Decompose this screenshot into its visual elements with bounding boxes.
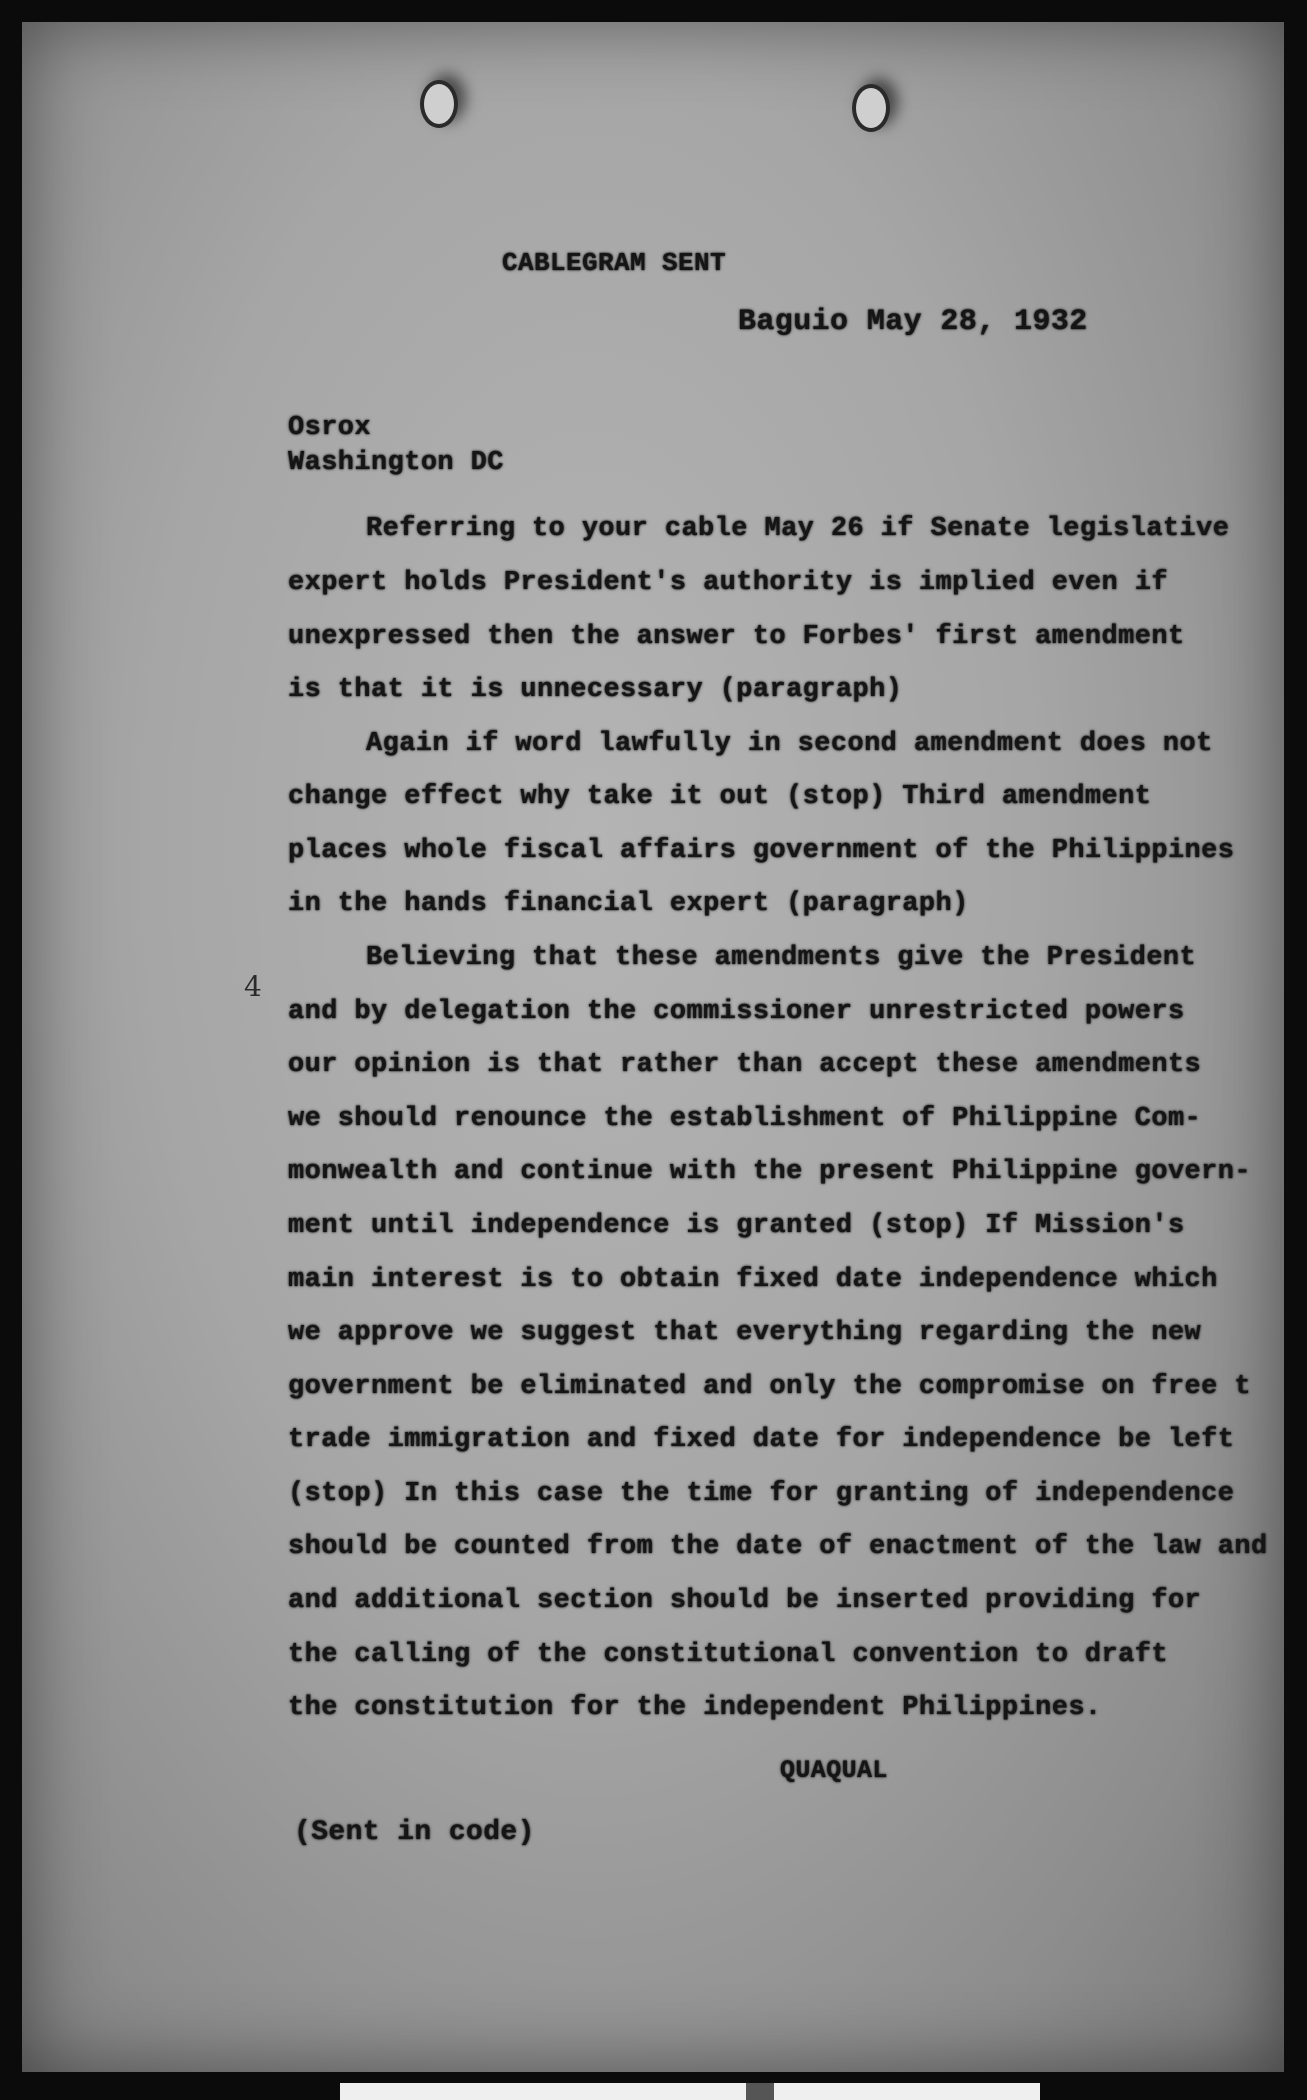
film-edge-strip [340,2083,1040,2100]
body-line: (stop) In this case the time for granting of independence [288,1479,1235,1509]
body-line: unexpressed then the answer to Forbes' first amendment [288,622,1185,652]
body-line: our opinion is that rather than accept these amendments [288,1050,1202,1080]
body-line: ment until independence is granted (stop) If Mission's [288,1211,1185,1241]
body-line: places whole fiscal affairs government of the Philippines [288,836,1235,866]
addressee-line: Osrox [288,413,372,443]
body-line: the constitution for the independent Philippines. [288,1693,1102,1723]
body-line: should be counted from the date of enactment of the law and [288,1532,1268,1562]
body-line: Again if word lawfully in second amendment does not [366,729,1213,759]
body-line: trade immigration and fixed date for independence be left [288,1425,1235,1455]
body-line: is that it is unnecessary (paragraph) [288,675,903,705]
body-line: change effect why take it out (stop) Third amendment [288,782,1152,812]
document-heading: CABLEGRAM SENT [502,248,727,278]
body-line: we approve we suggest that everything regarding the new [288,1318,1202,1348]
body-line: we should renounce the establishment of Philippine Com- [288,1104,1202,1134]
body-line: main interest is to obtain fixed date independence which [288,1265,1218,1295]
footnote: (Sent in code) [294,1817,535,1848]
body-line: and additional section should be inserted providing for [288,1586,1202,1616]
body-line: monwealth and continue with the present Philippine govern- [288,1157,1251,1187]
body-line: in the hands financial expert (paragraph) [288,889,969,919]
margin-mark: 4 [244,970,262,1003]
signature: QUAQUAL [780,1756,888,1785]
document-page [22,22,1284,2072]
body-line: the calling of the constitutional convention to draft [288,1640,1168,1670]
message-body [288,22,1268,2072]
body-line: Believing that these amendments give the President [366,943,1197,973]
addressee-line: Washington DC [288,448,504,478]
body-line: expert holds President's authority is implied even if [288,568,1168,598]
body-line: and by delegation the commissioner unrestricted powers [288,997,1185,1027]
place-date: Baguio May 28, 1932 [738,305,1088,339]
body-line: Referring to your cable May 26 if Senate legislative [366,514,1230,544]
body-line: government be eliminated and only the compromise on free t [288,1372,1251,1402]
